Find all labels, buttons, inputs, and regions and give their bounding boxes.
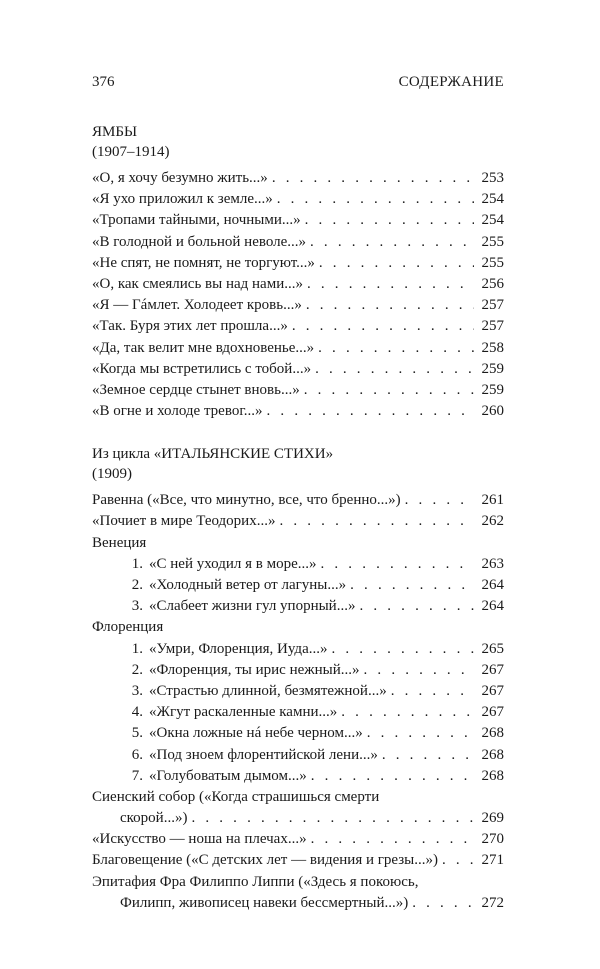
entry-continuation: скорой...») . . . 269 <box>92 808 504 829</box>
toc-entry[interactable]: «Земное сердце стынет вновь...» . . . 259 <box>92 380 504 401</box>
toc-subentry[interactable]: 3. «Страстью длинной, безмятежной...» . . . 267 <box>92 681 504 702</box>
cycle-label-florence: Флоренция <box>92 619 164 636</box>
toc-entry[interactable]: «Искусство — ноша на плечах...» . . . 270 <box>92 829 504 850</box>
toc-entry[interactable]: «О, я хочу безумно жить...» . . . 253 <box>92 168 504 189</box>
toc-entry[interactable]: «Я — Гáмлет. Холодеет кровь...» . . . 257 <box>92 295 504 316</box>
toc-entry[interactable]: «Я ухо приложил к земле...» . . . 254 <box>92 189 504 210</box>
toc-entry[interactable]: «Когда мы встретились с тобой...» . . . 259 <box>92 359 504 380</box>
toc-entry[interactable]: Равенна («Все, что минутно, все, что бренно...») . . . 261 <box>92 490 504 511</box>
running-title: СОДЕРЖАНИЕ <box>398 74 504 90</box>
toc-subentry[interactable]: 3. «Слабеет жизни гул упорный...» . . . 264 <box>92 596 504 617</box>
section-years: (1909) <box>92 466 132 483</box>
toc-subentry[interactable]: 2. «Флоренция, ты ирис нежный...» . . . 267 <box>92 660 504 681</box>
toc-subentry[interactable]: 1. «Умри, Флоренция, Иуда...» . . . 265 <box>92 639 504 660</box>
toc-entry[interactable]: «В огне и холоде тревог...» . . . 260 <box>92 401 504 422</box>
toc-entry[interactable]: «Почиет в мире Теодорих...» . . . 262 <box>92 511 504 532</box>
toc-subentry[interactable]: 6. «Под зноем флорентийской лени...» . . . 268 <box>92 745 504 766</box>
section-title: Из цикла «ИТАЛЬЯНСКИЕ СТИХИ» <box>92 446 334 463</box>
toc-subentry[interactable]: 1. «С ней уходил я в море...» . . . 263 <box>92 554 504 575</box>
toc-entry[interactable]: «О, как смеялись вы над нами...» . . . 256 <box>92 274 504 295</box>
entry-line: Сиенский собор («Когда страшишься смерти <box>92 788 380 805</box>
toc-subentry[interactable]: 4. «Жгут раскаленные камни...» . . . 267 <box>92 702 504 723</box>
table-of-contents <box>92 122 504 914</box>
toc-entry[interactable]: «Тропами тайными, ночными...» . . . 254 <box>92 210 504 231</box>
toc-entry[interactable]: Благовещение («С детских лет — видения и грезы...») . . . 271 <box>92 850 504 871</box>
section-title: ЯМБЫ <box>92 124 138 140</box>
toc-entry[interactable]: «Так. Буря этих лет прошла...» . . . 257 <box>92 316 504 337</box>
toc-entry[interactable]: «Не спят, не помнят, не торгуют...» . . . 255 <box>92 253 504 274</box>
toc-entry[interactable]: «В голодной и больной неволе...» . . . 255 <box>92 232 504 253</box>
page-number: 376 <box>92 74 115 90</box>
toc-entry-multiline[interactable] <box>92 872 504 914</box>
toc-entry[interactable]: «Да, так велит мне вдохновенье...» . . . 258 <box>92 338 504 359</box>
page-header <box>92 74 504 94</box>
toc-subentry[interactable]: 7. «Голубоватым дымом...» . . . 268 <box>92 766 504 787</box>
toc-entry-multiline[interactable] <box>92 787 504 829</box>
section-years: (1907–1914) <box>92 144 170 160</box>
entry-continuation: Филипп, живописец навеки бессмертный...») . . . 272 <box>92 893 504 914</box>
section-entries <box>92 168 504 422</box>
toc-subentry[interactable]: 5. «Окна ложные нá небе черном...» . . . 268 <box>92 723 504 744</box>
cycle-label-venice: Венеция <box>92 534 147 551</box>
entry-line: Эпитафия Фра Филиппо Липпи («Здесь я покоюсь, <box>92 873 419 890</box>
toc-subentry[interactable]: 2. «Холодный ветер от лагуны...» . . . 264 <box>92 575 504 596</box>
